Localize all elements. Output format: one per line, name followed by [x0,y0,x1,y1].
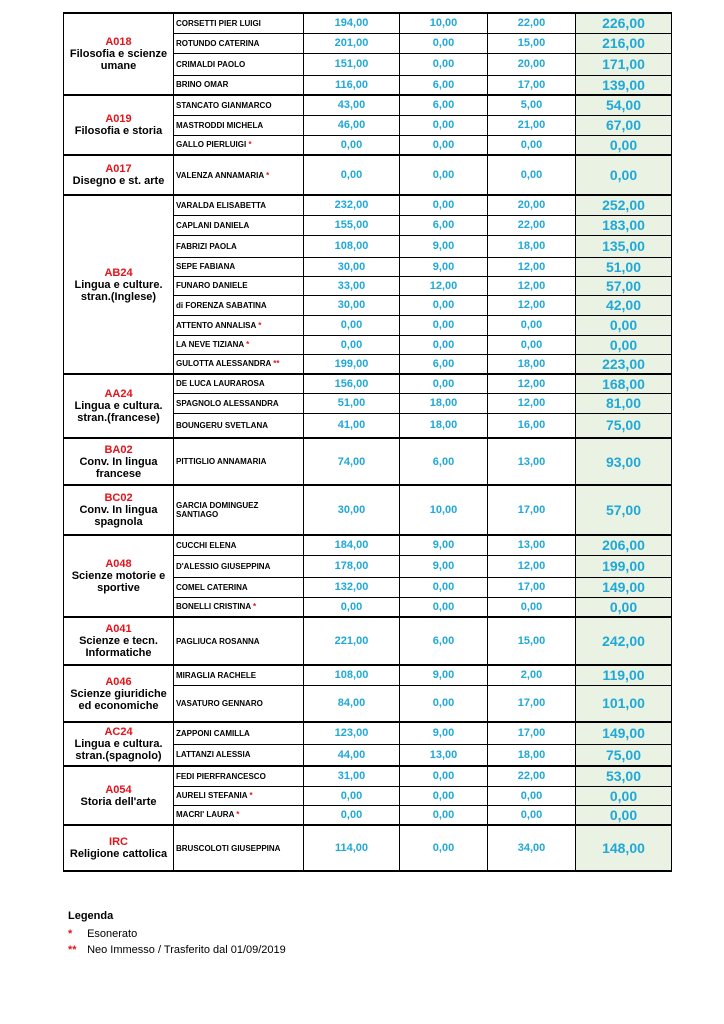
teacher-name-cell [174,393,304,413]
value-cell-3: 18,00 [488,354,576,374]
value-cell-3: 18,00 [488,744,576,766]
teacher-name: PITTIGLIO ANNAMARIA [176,457,267,466]
teacher-name-cell [174,786,304,805]
subject-cell [64,95,174,155]
legend [68,910,286,960]
teacher-name: BONELLI CRISTINA [176,602,251,612]
value-cell-3: 13,00 [488,535,576,555]
subject-name: Filosofia e scienze umane [69,48,168,72]
value-cell-2: 6,00 [400,438,488,485]
table-row [64,155,672,195]
teacher-name: SPAGNOLO ALESSANDRA [176,398,279,408]
value-cell-1: 41,00 [304,413,400,438]
value-cell-1: 155,00 [304,215,400,235]
total-cell: 0,00 [576,597,672,617]
teacher-name: CUCCHI ELENA [176,540,237,550]
table-row [64,825,672,871]
subject-name: Lingua e culture. stran.(Inglese) [74,278,163,303]
value-cell-1: 43,00 [304,95,400,115]
total-cell: 57,00 [576,485,672,535]
subject-code: A017 [105,163,132,175]
legend-symbol: * [68,928,73,940]
value-cell-2: 9,00 [400,257,488,276]
teacher-name-cell [174,766,304,786]
legend-item [68,928,286,940]
teacher-name-cell [174,597,304,617]
value-cell-1: 108,00 [304,665,400,685]
value-cell-2: 0,00 [400,805,488,825]
value-cell-3: 0,00 [488,805,576,825]
total-cell: 135,00 [576,235,672,257]
total-cell: 57,00 [576,276,672,295]
teacher-name: MASTRODDI MICHELA [176,120,264,130]
value-cell-2: 0,00 [400,766,488,786]
total-cell: 0,00 [576,335,672,354]
value-cell-2: 0,00 [400,825,488,871]
teacher-name: STANCATO GIANMARCO [176,100,272,110]
teacher-name: VALENZA ANNAMARIA [176,170,264,180]
subject-code: BA02 [104,443,133,456]
teacher-name: CORSETTI PIER LUIGI [176,18,261,28]
value-cell-3: 0,00 [488,786,576,805]
table-row [64,766,672,786]
teacher-hours-table [63,12,672,872]
legend-text: Neo Immesso / Trasferito dal 01/09/2019 [87,944,286,956]
table-row [64,535,672,555]
teacher-name: BRINO OMAR [176,80,229,90]
subject-name: Filosofia e storia [74,125,163,137]
value-cell-3: 12,00 [488,555,576,577]
teacher-name-cell [174,438,304,485]
value-cell-3: 12,00 [488,257,576,276]
status-mark: * [249,791,253,800]
value-cell-2: 9,00 [400,665,488,685]
subject-code: A046 [105,675,132,688]
subject-cell [64,825,174,871]
value-cell-2: 0,00 [400,685,488,722]
subject-code: BC02 [104,492,133,504]
status-mark: * [253,602,257,612]
total-cell: 67,00 [576,115,672,135]
teacher-name-cell [174,354,304,374]
value-cell-3: 0,00 [488,315,576,335]
value-cell-3: 0,00 [488,597,576,617]
value-cell-1: 0,00 [304,597,400,617]
teacher-name-cell [174,155,304,195]
teacher-name: ATTENTO ANNALISA [176,320,256,330]
value-cell-2: 0,00 [400,135,488,155]
teacher-name-cell [174,95,304,115]
value-cell-2: 12,00 [400,276,488,295]
total-cell: 0,00 [576,135,672,155]
value-cell-1: 74,00 [304,438,400,485]
teacher-name: LA NEVE TIZIANA [176,340,244,349]
value-cell-3: 16,00 [488,413,576,438]
subject-cell [64,13,174,95]
teacher-name: ZAPPONI CAMILLA [176,728,250,738]
value-cell-2: 10,00 [400,13,488,33]
total-cell: 75,00 [576,744,672,766]
value-cell-2: 10,00 [400,485,488,535]
teacher-name-cell [174,195,304,215]
value-cell-2: 9,00 [400,535,488,555]
total-cell: 242,00 [576,617,672,665]
value-cell-1: 0,00 [304,335,400,354]
value-cell-3: 17,00 [488,685,576,722]
value-cell-3: 18,00 [488,235,576,257]
value-cell-1: 30,00 [304,295,400,315]
teacher-name: MIRAGLIA RACHELE [176,670,257,680]
total-cell: 0,00 [576,805,672,825]
value-cell-1: 0,00 [304,135,400,155]
teacher-name: ROTUNDO CATERINA [176,38,260,48]
total-cell: 0,00 [576,786,672,805]
total-cell: 119,00 [576,665,672,685]
subject-name: Religione cattolica [69,848,168,860]
total-cell: 168,00 [576,374,672,393]
value-cell-1: 194,00 [304,13,400,33]
teacher-name-cell [174,235,304,257]
teacher-name: FUNARO DANIELE [176,281,248,290]
value-cell-2: 6,00 [400,617,488,665]
value-cell-2: 0,00 [400,597,488,617]
total-cell: 206,00 [576,535,672,555]
teacher-name-cell [174,485,304,535]
table-row [64,95,672,115]
value-cell-1: 44,00 [304,744,400,766]
value-cell-2: 0,00 [400,33,488,53]
total-cell: 149,00 [576,722,672,744]
value-cell-3: 0,00 [488,155,576,195]
subject-code: AC24 [104,726,133,738]
teacher-name-cell [174,555,304,577]
status-mark: * [236,810,240,820]
value-cell-2: 18,00 [400,413,488,438]
teacher-name: VARALDA ELISABETTA [176,200,267,210]
subject-name: Disegno e st. arte [72,175,165,187]
value-cell-1: 30,00 [304,257,400,276]
subject-cell [64,374,174,438]
value-cell-3: 5,00 [488,95,576,115]
total-cell: 171,00 [576,53,672,75]
value-cell-3: 22,00 [488,215,576,235]
teacher-name-cell [174,13,304,33]
table-row [64,195,672,215]
value-cell-2: 0,00 [400,295,488,315]
status-mark: * [266,170,270,180]
teacher-name-cell [174,115,304,135]
subject-code: A054 [105,783,132,796]
status-mark: * [258,320,262,330]
teacher-name-cell [174,215,304,235]
teacher-name-cell [174,617,304,665]
value-cell-1: 33,00 [304,276,400,295]
value-cell-1: 114,00 [304,825,400,871]
subject-name: Scienze motorie e sportive [71,570,166,594]
value-cell-1: 178,00 [304,555,400,577]
teacher-name: CRIMALDI PAOLO [176,59,246,69]
teacher-name: COMEL CATERINA [176,582,248,592]
teacher-name-cell [174,535,304,555]
table-row [64,665,672,685]
teacher-name: FABRIZI PAOLA [176,241,237,251]
table-row [64,438,672,485]
total-cell: 0,00 [576,155,672,195]
total-cell: 148,00 [576,825,672,871]
value-cell-1: 84,00 [304,685,400,722]
teacher-name-cell [174,315,304,335]
value-cell-1: 199,00 [304,354,400,374]
table-row [64,13,672,33]
value-cell-2: 0,00 [400,335,488,354]
value-cell-3: 12,00 [488,393,576,413]
teacher-name-cell [174,665,304,685]
value-cell-1: 232,00 [304,195,400,215]
value-cell-2: 13,00 [400,744,488,766]
table-row [64,485,672,535]
teacher-name-cell [174,75,304,95]
value-cell-2: 6,00 [400,75,488,95]
value-cell-2: 0,00 [400,195,488,215]
value-cell-3: 17,00 [488,75,576,95]
subject-name: Scienze giuridiche ed economiche [70,687,167,712]
legend-item [68,944,286,956]
value-cell-3: 12,00 [488,276,576,295]
value-cell-1: 156,00 [304,374,400,393]
value-cell-2: 6,00 [400,354,488,374]
value-cell-1: 151,00 [304,53,400,75]
value-cell-1: 0,00 [304,155,400,195]
total-cell: 216,00 [576,33,672,53]
subject-name: Conv. In lingua francese [79,455,158,480]
total-cell: 223,00 [576,354,672,374]
value-cell-1: 132,00 [304,577,400,597]
value-cell-3: 20,00 [488,53,576,75]
value-cell-3: 12,00 [488,295,576,315]
teacher-name: GULOTTA ALESSANDRA [176,359,271,369]
total-cell: 226,00 [576,13,672,33]
table-row [64,374,672,393]
subject-code: AB24 [104,266,133,279]
teacher-name: DE LUCA LAURAROSA [176,379,265,389]
value-cell-1: 123,00 [304,722,400,744]
teacher-name: MACRI' LAURA [176,810,235,820]
value-cell-2: 9,00 [400,555,488,577]
subject-cell [64,485,174,535]
subject-name: Lingua e cultura. stran.(francese) [74,400,163,424]
value-cell-3: 0,00 [488,335,576,354]
teacher-name: PAGLIUCA ROSANNA [176,636,260,646]
value-cell-3: 34,00 [488,825,576,871]
teacher-name: CAPLANI DANIELA [176,220,250,230]
status-mark: ** [273,359,280,369]
value-cell-2: 9,00 [400,722,488,744]
table-row [64,617,672,665]
subject-cell [64,722,174,766]
value-cell-1: 116,00 [304,75,400,95]
value-cell-1: 184,00 [304,535,400,555]
teacher-name-cell [174,295,304,315]
subject-name: Scienze e tecn. Informatiche [79,635,158,659]
total-cell: 0,00 [576,315,672,335]
subject-code: A041 [105,623,132,635]
status-mark: * [246,340,250,349]
teacher-name-cell [174,335,304,354]
teacher-name: VASATURO GENNARO [176,698,263,708]
value-cell-3: 22,00 [488,766,576,786]
value-cell-3: 20,00 [488,195,576,215]
subject-cell [64,438,174,485]
value-cell-2: 6,00 [400,95,488,115]
subject-cell [64,195,174,374]
value-cell-3: 0,00 [488,135,576,155]
subject-code: A018 [105,36,132,48]
value-cell-1: 221,00 [304,617,400,665]
teacher-name-cell [174,53,304,75]
teacher-name-cell [174,744,304,766]
total-cell: 139,00 [576,75,672,95]
value-cell-3: 17,00 [488,722,576,744]
teacher-name-cell [174,276,304,295]
teacher-name-cell [174,413,304,438]
legend-title: Legenda [68,910,114,922]
value-cell-1: 108,00 [304,235,400,257]
value-cell-3: 21,00 [488,115,576,135]
value-cell-3: 17,00 [488,577,576,597]
total-cell: 101,00 [576,685,672,722]
teacher-name-cell [174,374,304,393]
teacher-name-cell [174,685,304,722]
teacher-name: FEDI PIERFRANCESCO [176,771,266,781]
subject-code: A019 [105,113,132,125]
value-cell-3: 15,00 [488,617,576,665]
value-cell-1: 31,00 [304,766,400,786]
teacher-name: BRUSCOLOTI GIUSEPPINA [176,843,281,853]
subject-code: IRC [109,836,128,848]
teacher-name: GARCIA DOMINGUEZ SANTIAGO [176,501,259,519]
value-cell-1: 201,00 [304,33,400,53]
teacher-name: SEPE FABIANA [176,262,236,271]
teacher-name: GALLO PIERLUIGI [176,140,247,150]
total-cell: 42,00 [576,295,672,315]
teacher-name-cell [174,825,304,871]
subject-cell [64,535,174,617]
value-cell-2: 0,00 [400,374,488,393]
total-cell: 53,00 [576,766,672,786]
status-mark: * [248,140,252,150]
teacher-name: di FORENZA SABATINA [176,300,267,310]
value-cell-2: 0,00 [400,155,488,195]
value-cell-1: 0,00 [304,805,400,825]
value-cell-2: 0,00 [400,53,488,75]
total-cell: 93,00 [576,438,672,485]
teacher-name-cell [174,577,304,597]
subject-cell [64,766,174,825]
subject-cell [64,155,174,195]
value-cell-1: 46,00 [304,115,400,135]
table-body [64,13,672,871]
total-cell: 81,00 [576,393,672,413]
value-cell-2: 9,00 [400,235,488,257]
value-cell-2: 0,00 [400,577,488,597]
value-cell-3: 2,00 [488,665,576,685]
value-cell-2: 0,00 [400,315,488,335]
subject-code: AA24 [104,388,133,400]
value-cell-2: 6,00 [400,215,488,235]
teacher-name-cell [174,33,304,53]
total-cell: 199,00 [576,555,672,577]
subject-name: Storia dell'arte [80,795,157,808]
value-cell-1: 0,00 [304,315,400,335]
teacher-name: D'ALESSIO GIUSEPPINA [176,561,271,571]
teacher-name-cell [174,257,304,276]
teacher-name: AURELI STEFANIA [176,791,248,800]
value-cell-2: 0,00 [400,115,488,135]
value-cell-1: 30,00 [304,485,400,535]
value-cell-2: 0,00 [400,786,488,805]
teacher-name-cell [174,805,304,825]
teacher-name: LATTANZI ALESSIA [176,750,251,760]
value-cell-3: 17,00 [488,485,576,535]
value-cell-3: 13,00 [488,438,576,485]
total-cell: 183,00 [576,215,672,235]
value-cell-3: 12,00 [488,374,576,393]
total-cell: 252,00 [576,195,672,215]
total-cell: 75,00 [576,413,672,438]
teacher-name-cell [174,135,304,155]
value-cell-1: 51,00 [304,393,400,413]
legend-text: Esonerato [87,928,138,940]
subject-code: A048 [105,558,132,570]
total-cell: 51,00 [576,257,672,276]
teacher-name-cell [174,722,304,744]
table-row [64,722,672,744]
legend-symbol: ** [68,944,77,956]
subject-cell [64,617,174,665]
subject-cell [64,665,174,722]
value-cell-1: 0,00 [304,786,400,805]
value-cell-3: 15,00 [488,33,576,53]
subject-name: Lingua e cultura. stran.(spagnolo) [74,738,163,762]
value-cell-2: 18,00 [400,393,488,413]
total-cell: 54,00 [576,95,672,115]
subject-name: Conv. In lingua spagnola [79,504,158,528]
total-cell: 149,00 [576,577,672,597]
value-cell-3: 22,00 [488,13,576,33]
teacher-name: BOUNGERU SVETLANA [176,420,269,430]
